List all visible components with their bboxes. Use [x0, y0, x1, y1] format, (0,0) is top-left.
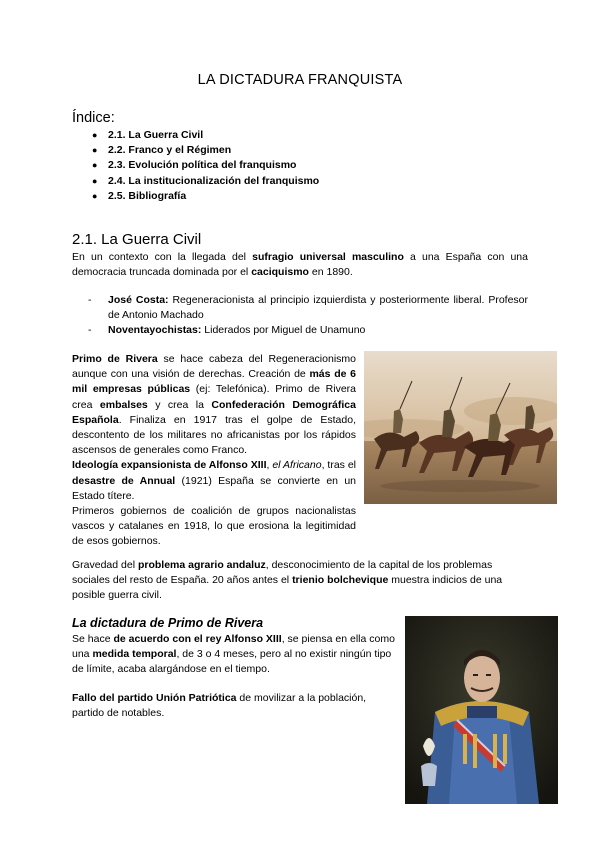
bullet-list	[88, 293, 528, 339]
index-item: ● 2.1. La Guerra Civil	[92, 128, 319, 143]
dash-icon: -	[88, 324, 92, 337]
cavalry-painting-image	[364, 351, 557, 504]
index-heading: Índice:	[72, 110, 115, 126]
bullet-icon: ●	[92, 145, 98, 156]
bullet-icon: ●	[92, 190, 98, 201]
bullet-icon: ●	[92, 160, 98, 171]
bullet-item-noventayochistas: - Noventayochistas: Liderados por Miguel de Unamuno	[88, 323, 528, 338]
bullet-icon: ●	[92, 175, 98, 186]
bullet-icon: ●	[92, 130, 98, 140]
primo-paragraph: Primo de Rivera se hace cabeza del Regeneracionismo aunque con una visión de derechas. Creación de más de 6 mil empresas públicas (ej: Telefónica). Primo de Rivera crea embalses y crea la Confederación Demográfica Española. Finaliza en 1917 tras el golpe de Estado, descontento de los militares no africanistas por los rápidos ascensos de generales como Franco.	[72, 353, 356, 457]
primo-block	[72, 352, 356, 550]
bullet-item-costa: - José Costa: Regeneracionista al principio izquierdista y posteriormente liberal. Profesor de Antonio Machado	[88, 294, 528, 322]
index-item: ● 2.2. Franco y el Régimen	[92, 143, 319, 158]
gobiernos-paragraph: Primeros gobiernos de coalición de grupos nacionalistas vascos y catalanes en 1918, lo que erosiona la legitimidad de esos gobiernos.	[72, 505, 356, 548]
dictadura-paragraph-2: Fallo del partido Unión Patriótica de movilizar a la población, partido de notables.	[72, 692, 367, 720]
ideologia-paragraph: Ideología expansionista de Alfonso XIII, el Africano, tras el desastre de Annual (1921) España se convierte en un Estado títere.	[72, 459, 356, 502]
index-item: ● 2.3. Evolución política del franquismo	[92, 158, 319, 173]
king-portrait-image	[405, 616, 558, 804]
gravedad-paragraph: Gravedad del problema agrario andaluz, desconocimiento de la capital de los problemas sociales del resto de España. 20 años antes el trienio bolchevique muestra indicios de una posible guerra civil.	[72, 559, 503, 602]
intro-paragraph: En un contexto con la llegada del sufragio universal masculino a una España con una democracia truncada dominada por el caciquismo en 1890.	[72, 251, 528, 279]
index-item: ● 2.5. Bibliografía	[92, 189, 319, 204]
dash-icon: -	[88, 294, 92, 306]
index-list	[92, 128, 319, 204]
section-heading-guerra-civil: 2.1. La Guerra Civil	[72, 231, 202, 248]
section-heading-dictadura: La dictadura de Primo de Rivera	[72, 616, 264, 630]
document-title: LA DICTADURA FRANQUISTA	[197, 72, 403, 88]
index-item: ● 2.4. La institucionalización del franquismo	[92, 174, 319, 189]
dictadura-paragraph-1: Se hace de acuerdo con el rey Alfonso XIII, se piensa en ella como una medida temporal, de 3 o 4 meses, pero al no existir ningún tipo de límite, acaba alargándose en el tiempo.	[72, 633, 395, 676]
